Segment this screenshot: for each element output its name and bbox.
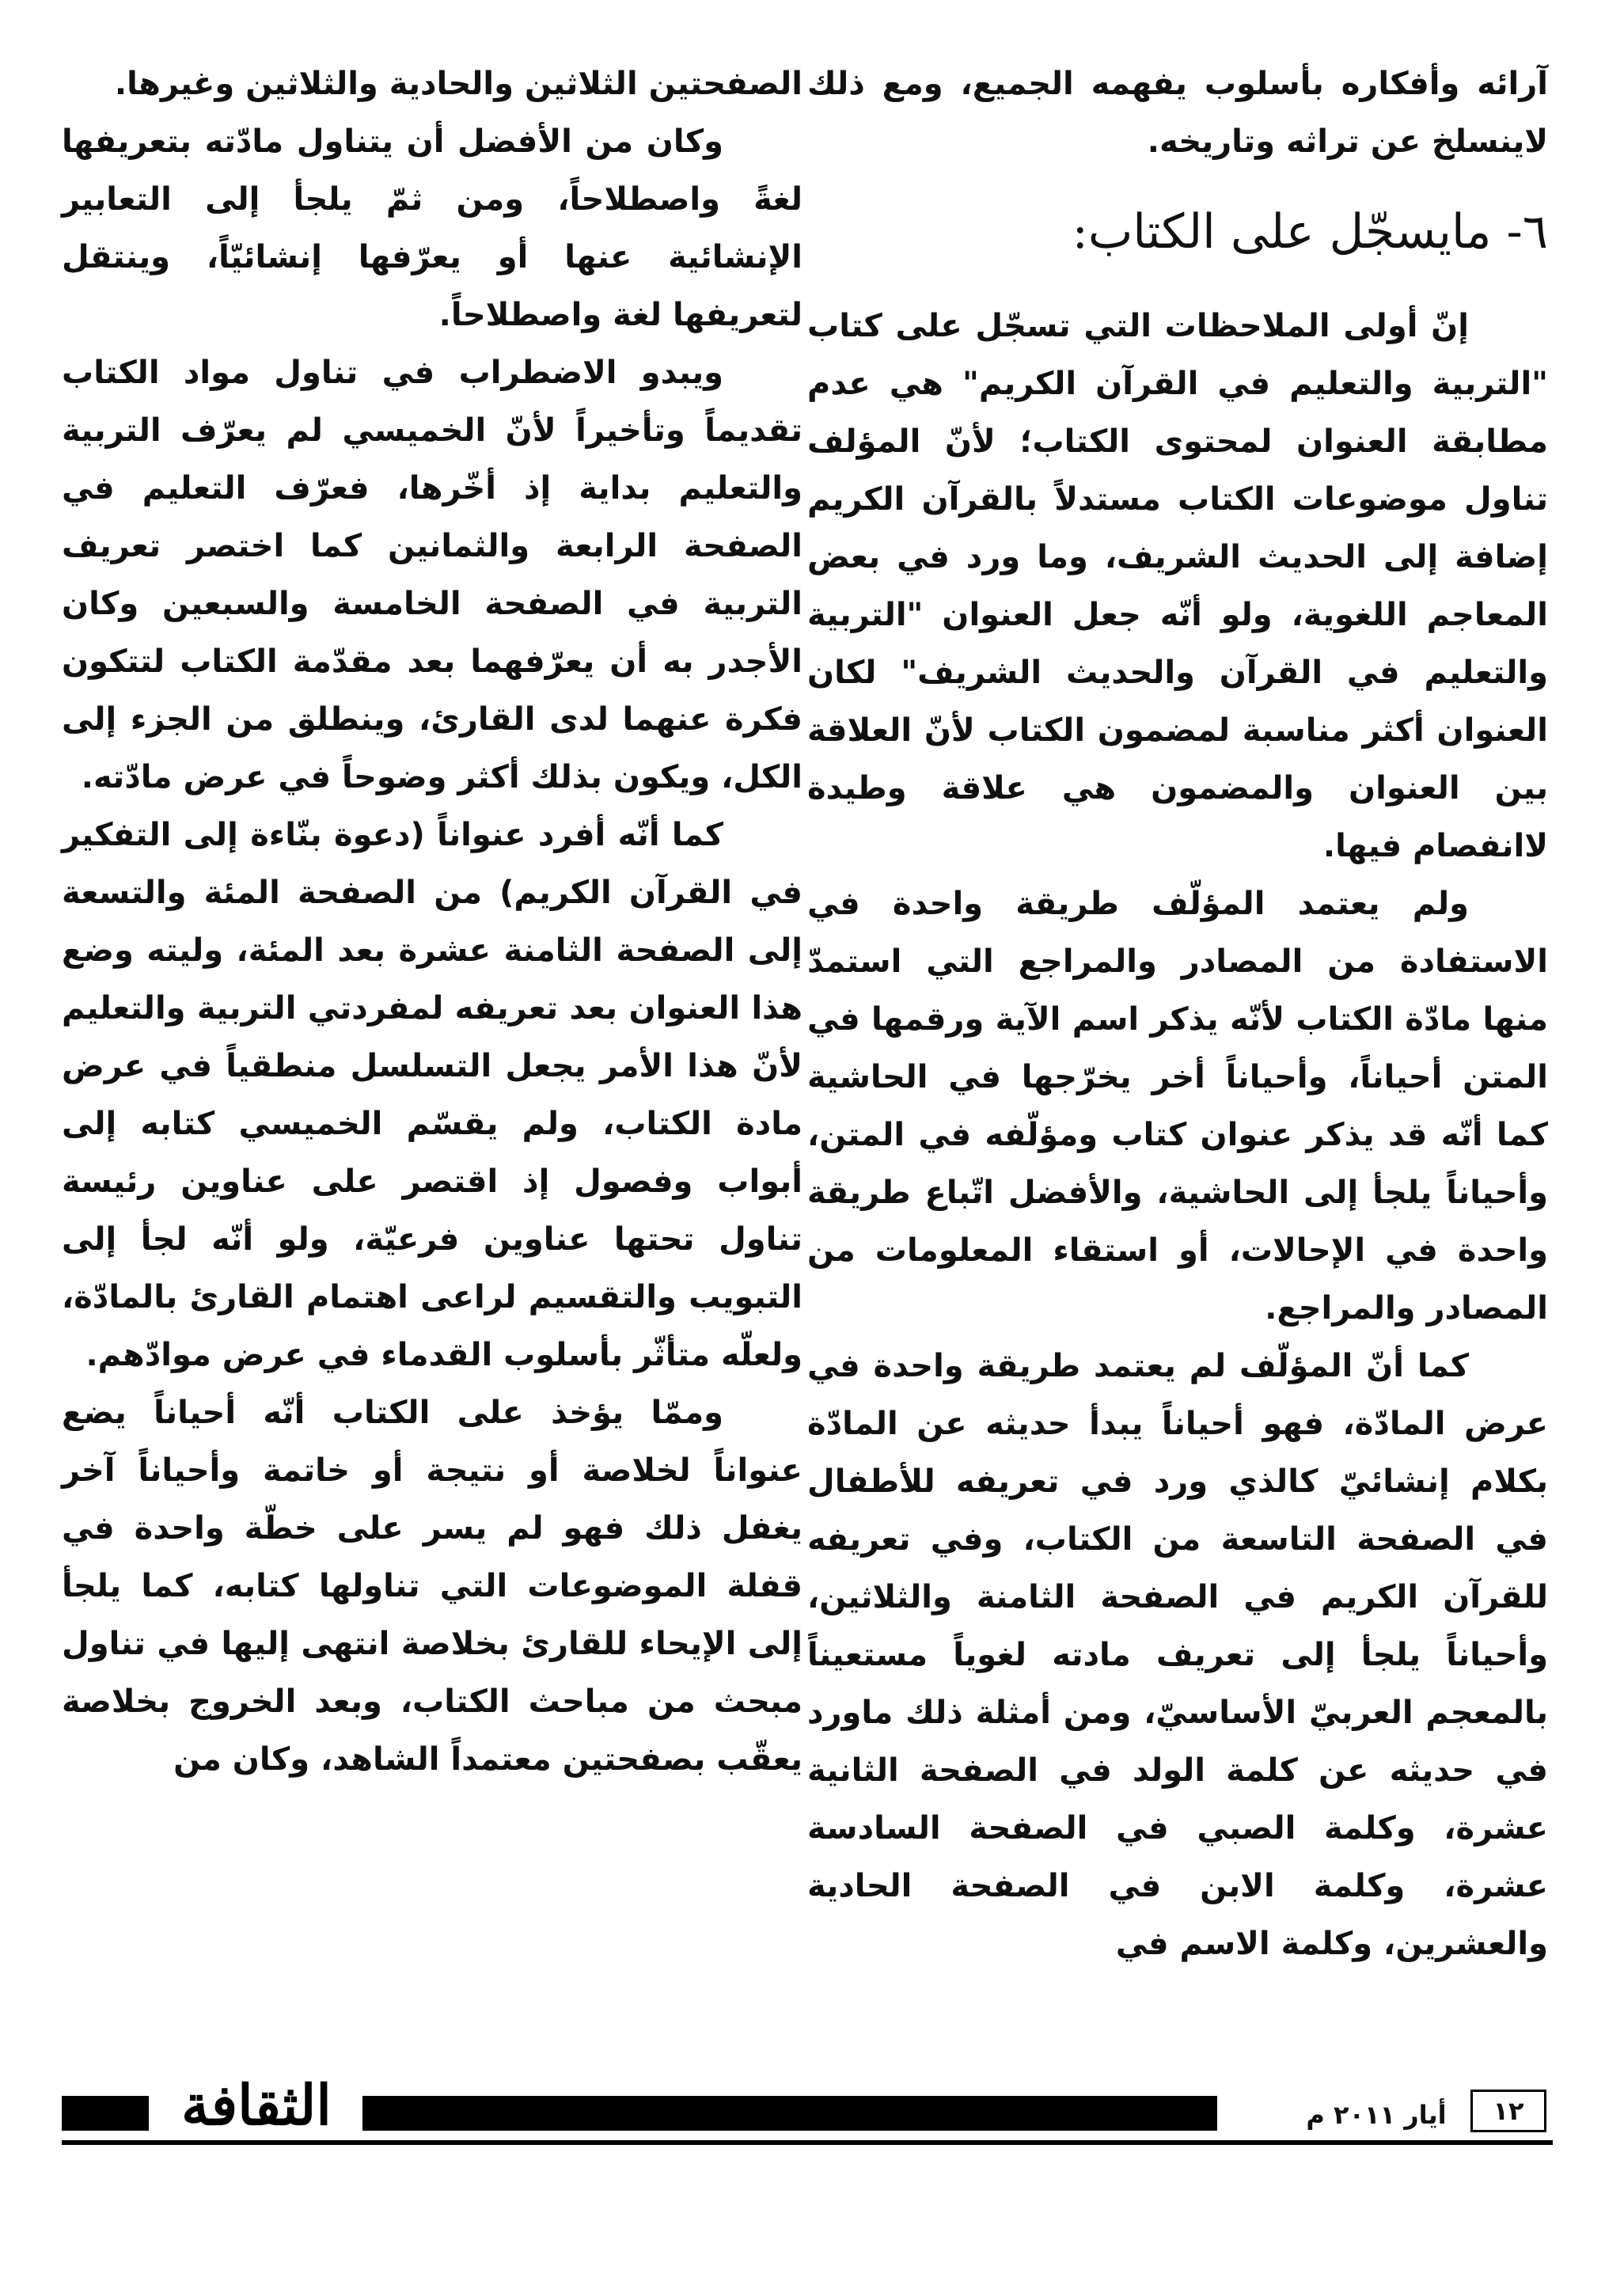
magazine-masthead: الثقافة: [181, 2072, 332, 2138]
footer-rule: [362, 2096, 1217, 2131]
issue-date: أيار ٢٠١١ م: [1306, 2100, 1447, 2130]
footer-rule: [62, 2096, 149, 2131]
page-number: ١٢: [1470, 2090, 1546, 2132]
paragraph: ويبدو الاضطراب في تناول مواد الكتاب تقديماً وتأخيراً لأنّ الخميسي لم يعرّف التربية والتعليم بداية إذ أخّرها، فعرّف التعليم في الصفحة الرابعة والثمانين كما اختصر تعريف التربية في الصفحة الخامسة والسبعين وكان الأجدر به أن يعرّفهما بعد مقدّمة الكتاب لتتكون فكرة عنهما لدى القارئ، وينطلق من الجزء إلى الكل، ويكون بذلك أكثر وضوحاً في عرض مادّته.: [62, 355, 803, 795]
paragraph: كما أنّه أفرد عنواناً (دعوة بنّاءة إلى التفكير في القرآن الكريم) من الصفحة المئة والتسعة إلى الصفحة الثامنة عشرة بعد المئة، وليته وضع هذا العنوان بعد تعريفه لمفردتي التربية والتعليم لأنّ هذا الأمر يجعل التسلسل منطقياً في عرض مادة الكتاب، ولم يقسّم الخميسي كتابه إلى أبواب وفصول إذ اقتصر على عناوين رئيسة تناول تحتها عناوين فرعيّة، ولو أنّه لجأ إلى التبويب والتقسيم لراعى اهتمام القارئ بالمادّة، ولعلّه متأثّر بأسلوب القدماء في عرض موادّهم.: [62, 817, 803, 1373]
section-heading: ٦- مايسجّل على الكتاب:: [1072, 204, 1548, 260]
article-column-left: [62, 55, 803, 1789]
column-continuation-text: آرائه وأفكاره بأسلوب يفهمه الجميع، ومع ذلك لاينسلخ عن تراثه وتاريخه.: [807, 66, 1548, 160]
paragraph: وممّا يؤخذ على الكتاب أنّه أحياناً يضع عنواناً لخلاصة أو نتيجة أو خاتمة وأحياناً آخر يغفل ذلك فهو لم يسر على خطّة واحدة في قفلة الموضوعات التي تناولها كتابه، كما يلجأ إلى الإيحاء للقارئ بخلاصة انتهى إليها في تناول مبحث من مباحث الكتاب، وبعد الخروج بخلاصة يعقّب بصفحتين معتمداً الشاهد، وكان من: [62, 1395, 803, 1778]
column-continuation-text: الصفحتين الثلاثين والحادية والثلاثين وغيرها.: [114, 66, 803, 102]
paragraph: إنّ أولى الملاحظات التي تسجّل على كتاب "التربية والتعليم في القرآن الكريم" هي عدم مطابقة العنوان لمحتوى الكتاب؛ لأنّ المؤلف تناول موضوعات الكتاب مستدلاً بالقرآن الكريم إضافة إلى الحديث الشريف، وما ورد في بعض المعاجم اللغوية، ولو أنّه جعل العنوان "التربية والتعليم في القرآن والحديث الشريف" لكان العنوان أكثر مناسبة لمضمون الكتاب لأنّ العلاقة بين العنوان والمضمون هي علاقة وطيدة لاانفصام فيها.: [807, 308, 1548, 864]
paragraph: كما أنّ المؤلّف لم يعتمد طريقة واحدة في عرض المادّة، فهو أحياناً يبدأ حديثه عن المادّة بكلام إنشائيّ كالذي ورد في تعريفه للأطفال في الصفحة التاسعة من الكتاب، وفي تعريفه للقرآن الكريم في الصفحة الثامنة والثلاثين، وأحياناً يلجأ إلى تعريف مادته لغوياً مستعيناً بالمعجم العربيّ الأساسيّ، ومن أمثلة ذلك ماورد في حديثه عن كلمة الولد في الصفحة الثانية عشرة، وكلمة الصبي في الصفحة السادسة عشرة، وكلمة الابن في الصفحة الحادية والعشرين، وكلمة الاسم في: [807, 1348, 1548, 1962]
page-footer: [62, 2072, 1553, 2148]
paragraph: وكان من الأفضل أن يتناول مادّته بتعريفها لغةً واصطلاحاً، ومن ثمّ يلجأ إلى التعابير الإنشائية عنها أو يعرّفها إنشائيّاً، وينتقل لتعريفها لغة واصطلاحاً.: [62, 123, 803, 333]
article-column-right: [807, 55, 1548, 1973]
footer-underline: [62, 2140, 1553, 2145]
paragraph: ولم يعتمد المؤلّف طريقة واحدة في الاستفادة من المصادر والمراجع التي استمدّ منها مادّة الكتاب لأنّه يذكر اسم الآية ورقمها في المتن أحياناً، وأحياناً أخر يخرّجها في الحاشية كما أنّه قد يذكر عنوان كتاب ومؤلّفه في المتن، وأحياناً يلجأ إلى الحاشية، والأفضل اتّباع طريقة واحدة في الإحالات، أو استقاء المعلومات من المصادر والمراجع.: [807, 886, 1548, 1327]
